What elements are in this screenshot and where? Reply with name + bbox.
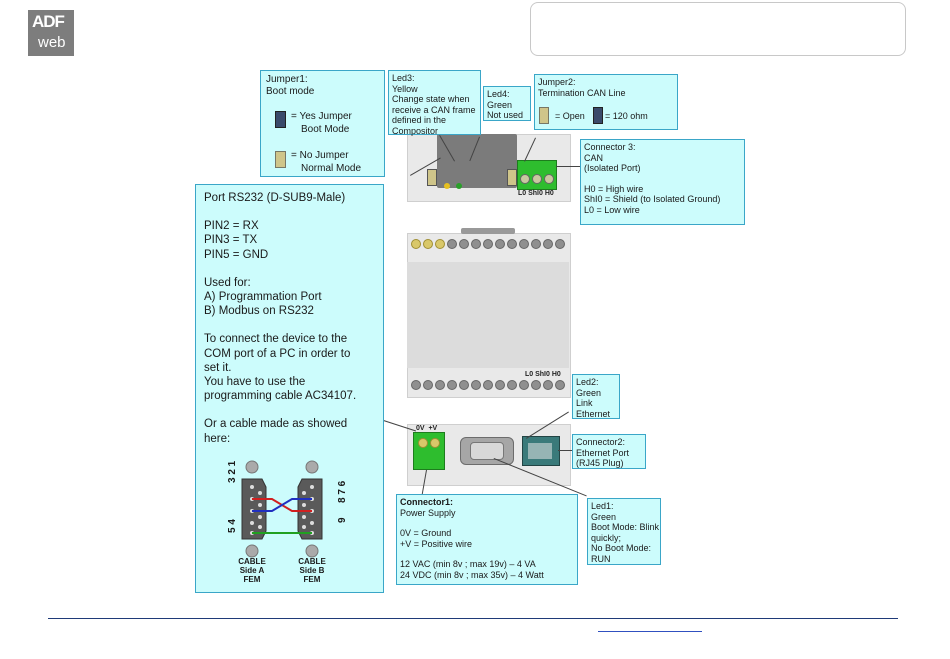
connector1-callout bbox=[396, 494, 578, 585]
led3-light bbox=[444, 183, 450, 189]
power-connector-block bbox=[413, 432, 445, 470]
cable-side-b-label bbox=[292, 557, 332, 584]
led3-line: receive a CAN frame bbox=[392, 104, 476, 115]
terminal-screw bbox=[483, 380, 493, 390]
led1-line: Led1: bbox=[591, 501, 614, 511]
connector2-line: Connector2: bbox=[576, 437, 626, 447]
led2-line: Link bbox=[576, 398, 593, 408]
led2-line: Green bbox=[576, 387, 602, 398]
footer-divider bbox=[48, 618, 898, 619]
terminal-screw bbox=[459, 380, 469, 390]
terminal-screw bbox=[459, 239, 469, 249]
led1-callout bbox=[587, 498, 661, 565]
jumper2-ohm: = 120 ohm bbox=[605, 111, 648, 121]
pins-left-bottom: 5 4 bbox=[227, 519, 238, 533]
led1-line: No Boot Mode: bbox=[591, 543, 652, 553]
jumper2-open: = Open bbox=[555, 111, 585, 121]
connector1-line: 24 VDC (min 8v ; max 35v) – 4 Watt bbox=[400, 569, 544, 580]
terminal-screw bbox=[411, 380, 421, 390]
led3-line: Compositor bbox=[392, 125, 439, 136]
footer-link-underline[interactable] bbox=[598, 631, 702, 632]
jumper1-pin bbox=[427, 169, 437, 186]
terminal-screw bbox=[543, 380, 553, 390]
rs232-title: Port RS232 (D-SUB9-Male) bbox=[204, 192, 346, 204]
led2-line: Ethernet bbox=[576, 408, 611, 419]
jumper-closed-icon bbox=[593, 107, 603, 124]
led4-callout bbox=[483, 86, 531, 121]
rs232-connect-line: COM port of a PC in order to bbox=[204, 347, 351, 360]
rs232-cable-line: Or a cable made as showed bbox=[204, 418, 348, 431]
side-a-line: Side A bbox=[239, 566, 265, 575]
rs232-pin-line: PIN5 = GND bbox=[204, 248, 269, 261]
connector1-line: +V = Positive wire bbox=[400, 538, 473, 549]
terminal-screw bbox=[531, 380, 541, 390]
rs232-connect-line: You have to use the bbox=[204, 376, 306, 389]
power-label: 0V +V bbox=[416, 425, 438, 432]
terminal-screw bbox=[555, 239, 565, 249]
led4-line: Led4: bbox=[487, 89, 510, 99]
jumper1-callout bbox=[260, 70, 385, 177]
can-screw bbox=[520, 174, 530, 184]
terminal-screw bbox=[507, 239, 517, 249]
led2-line: Led2: bbox=[576, 377, 599, 387]
jumper1-subtitle: Boot mode bbox=[266, 86, 315, 97]
led1-line: RUN bbox=[591, 553, 611, 564]
pins-right-bottom: 9 bbox=[337, 517, 348, 523]
side-b-line: CABLE bbox=[298, 557, 326, 566]
terminal-screw bbox=[495, 380, 505, 390]
terminal-screw bbox=[519, 380, 529, 390]
power-screw bbox=[418, 438, 428, 448]
side-b-line: Side B bbox=[299, 566, 325, 575]
pins-right-top: 8 7 6 bbox=[337, 480, 348, 503]
adfweb-logo bbox=[28, 10, 74, 56]
jumper2-subtitle: Termination CAN Line bbox=[538, 87, 626, 98]
rs232-callout bbox=[195, 184, 384, 593]
terminal-screw bbox=[495, 239, 505, 249]
led1-line: Green bbox=[591, 511, 617, 522]
logo-text-line1: ADF bbox=[32, 12, 64, 31]
led3-line: Yellow bbox=[392, 83, 418, 94]
rs232-connect-line: set it. bbox=[204, 361, 232, 374]
leader-line bbox=[556, 166, 582, 167]
connector1-title: Connector1: bbox=[400, 497, 454, 507]
terminal-screw bbox=[531, 239, 541, 249]
led3-callout bbox=[388, 70, 481, 135]
led3-line: Change state when bbox=[392, 94, 470, 104]
side-b-line: FEM bbox=[303, 575, 321, 584]
rs232-connect-line: programming cable AC34107. bbox=[204, 390, 357, 403]
terminal-screw bbox=[555, 380, 565, 390]
connector1-line bbox=[400, 549, 574, 559]
jumper1-title: Jumper1: bbox=[266, 74, 308, 85]
jumper1-no-line2: Normal Mode bbox=[301, 163, 362, 174]
device-middle-band bbox=[407, 262, 569, 368]
jumper-yes-icon bbox=[275, 111, 286, 128]
connector3-line: CAN bbox=[584, 152, 604, 163]
led4-line: Not used bbox=[487, 110, 524, 120]
jumper1-yes-line2: Boot Mode bbox=[301, 124, 350, 135]
side-a-line: FEM bbox=[243, 575, 261, 584]
connector2-line: (RJ45 Plug) bbox=[576, 458, 624, 468]
connector1-line bbox=[400, 518, 574, 528]
connector3-line: L0 = Low wire bbox=[584, 204, 640, 215]
connector1-line: 12 VAC (min 8v ; max 19v) – 4 VA bbox=[400, 559, 536, 569]
rs232-pin-line: PIN3 = TX bbox=[204, 234, 258, 247]
terminal-screw bbox=[435, 380, 445, 390]
connector2-callout bbox=[572, 434, 646, 469]
jumper2-title: Jumper2: bbox=[538, 77, 576, 87]
connector3-line: H0 = High wire bbox=[584, 183, 644, 194]
can-screw bbox=[532, 174, 542, 184]
rs232-connect-line: To connect the device to the bbox=[204, 333, 348, 346]
power-screw bbox=[430, 438, 440, 448]
rs232-used-line: Used for: bbox=[204, 276, 251, 289]
connector1-line: Power Supply bbox=[400, 507, 456, 518]
terminal-screw bbox=[423, 380, 433, 390]
logo-text-line2: web bbox=[38, 34, 66, 51]
terminal-screw bbox=[471, 380, 481, 390]
jumper1-no-line1: = No Jumper bbox=[291, 150, 349, 161]
terminal-screw bbox=[435, 239, 445, 249]
jumper-no-icon bbox=[275, 151, 286, 168]
connector3-line: ShI0 = Shield (to Isolated Ground) bbox=[584, 194, 721, 204]
connector3-line: Connector 3: bbox=[584, 142, 636, 152]
connector3-line bbox=[584, 174, 741, 184]
leader-line bbox=[558, 450, 573, 451]
rs232-used-line: A) Programmation Port bbox=[204, 291, 322, 304]
rs232-used-line: B) Modbus on RS232 bbox=[204, 305, 314, 318]
rs232-pin-line: PIN2 = RX bbox=[204, 220, 259, 233]
terminal-screw bbox=[483, 239, 493, 249]
side-a-line: CABLE bbox=[238, 557, 266, 566]
can-label-top: L0 ShI0 H0 bbox=[518, 190, 554, 197]
pins-left-top: 3 2 1 bbox=[227, 460, 238, 483]
led4-light bbox=[456, 183, 462, 189]
jumper2-pin bbox=[507, 169, 517, 186]
can-screw bbox=[544, 174, 554, 184]
dsub9-inner bbox=[470, 442, 504, 460]
din-rail-top bbox=[461, 228, 515, 234]
connector3-line: (Isolated Port) bbox=[584, 163, 641, 173]
led3-line: defined in the bbox=[392, 115, 447, 125]
terminal-screw bbox=[447, 239, 457, 249]
led1-line: Boot Mode: Blink bbox=[591, 522, 660, 532]
connector3-callout bbox=[580, 139, 745, 225]
can-label-mid: L0 ShI0 H0 bbox=[525, 371, 561, 378]
header-frame bbox=[530, 2, 906, 56]
jumper-open-icon bbox=[539, 107, 549, 124]
terminal-screw bbox=[411, 239, 421, 249]
led4-line: Green bbox=[487, 99, 513, 110]
rj45-inner bbox=[528, 443, 552, 459]
led2-callout bbox=[572, 374, 620, 419]
jumper2-callout bbox=[534, 74, 678, 130]
jumper1-yes-line1: = Yes Jumper bbox=[291, 111, 352, 122]
terminal-screw bbox=[423, 239, 433, 249]
connector1-line: 0V = Ground bbox=[400, 528, 452, 538]
terminal-screw bbox=[447, 380, 457, 390]
terminal-screw bbox=[519, 239, 529, 249]
cable-side-a-label bbox=[232, 557, 272, 584]
connector2-line: Ethernet Port bbox=[576, 447, 630, 458]
led3-line: Led3: bbox=[392, 73, 415, 83]
terminal-screw bbox=[471, 239, 481, 249]
terminal-screw bbox=[543, 239, 553, 249]
led1-line: quickly; bbox=[591, 532, 622, 543]
rs232-cable-line: here: bbox=[204, 432, 231, 445]
terminal-screw bbox=[507, 380, 517, 390]
